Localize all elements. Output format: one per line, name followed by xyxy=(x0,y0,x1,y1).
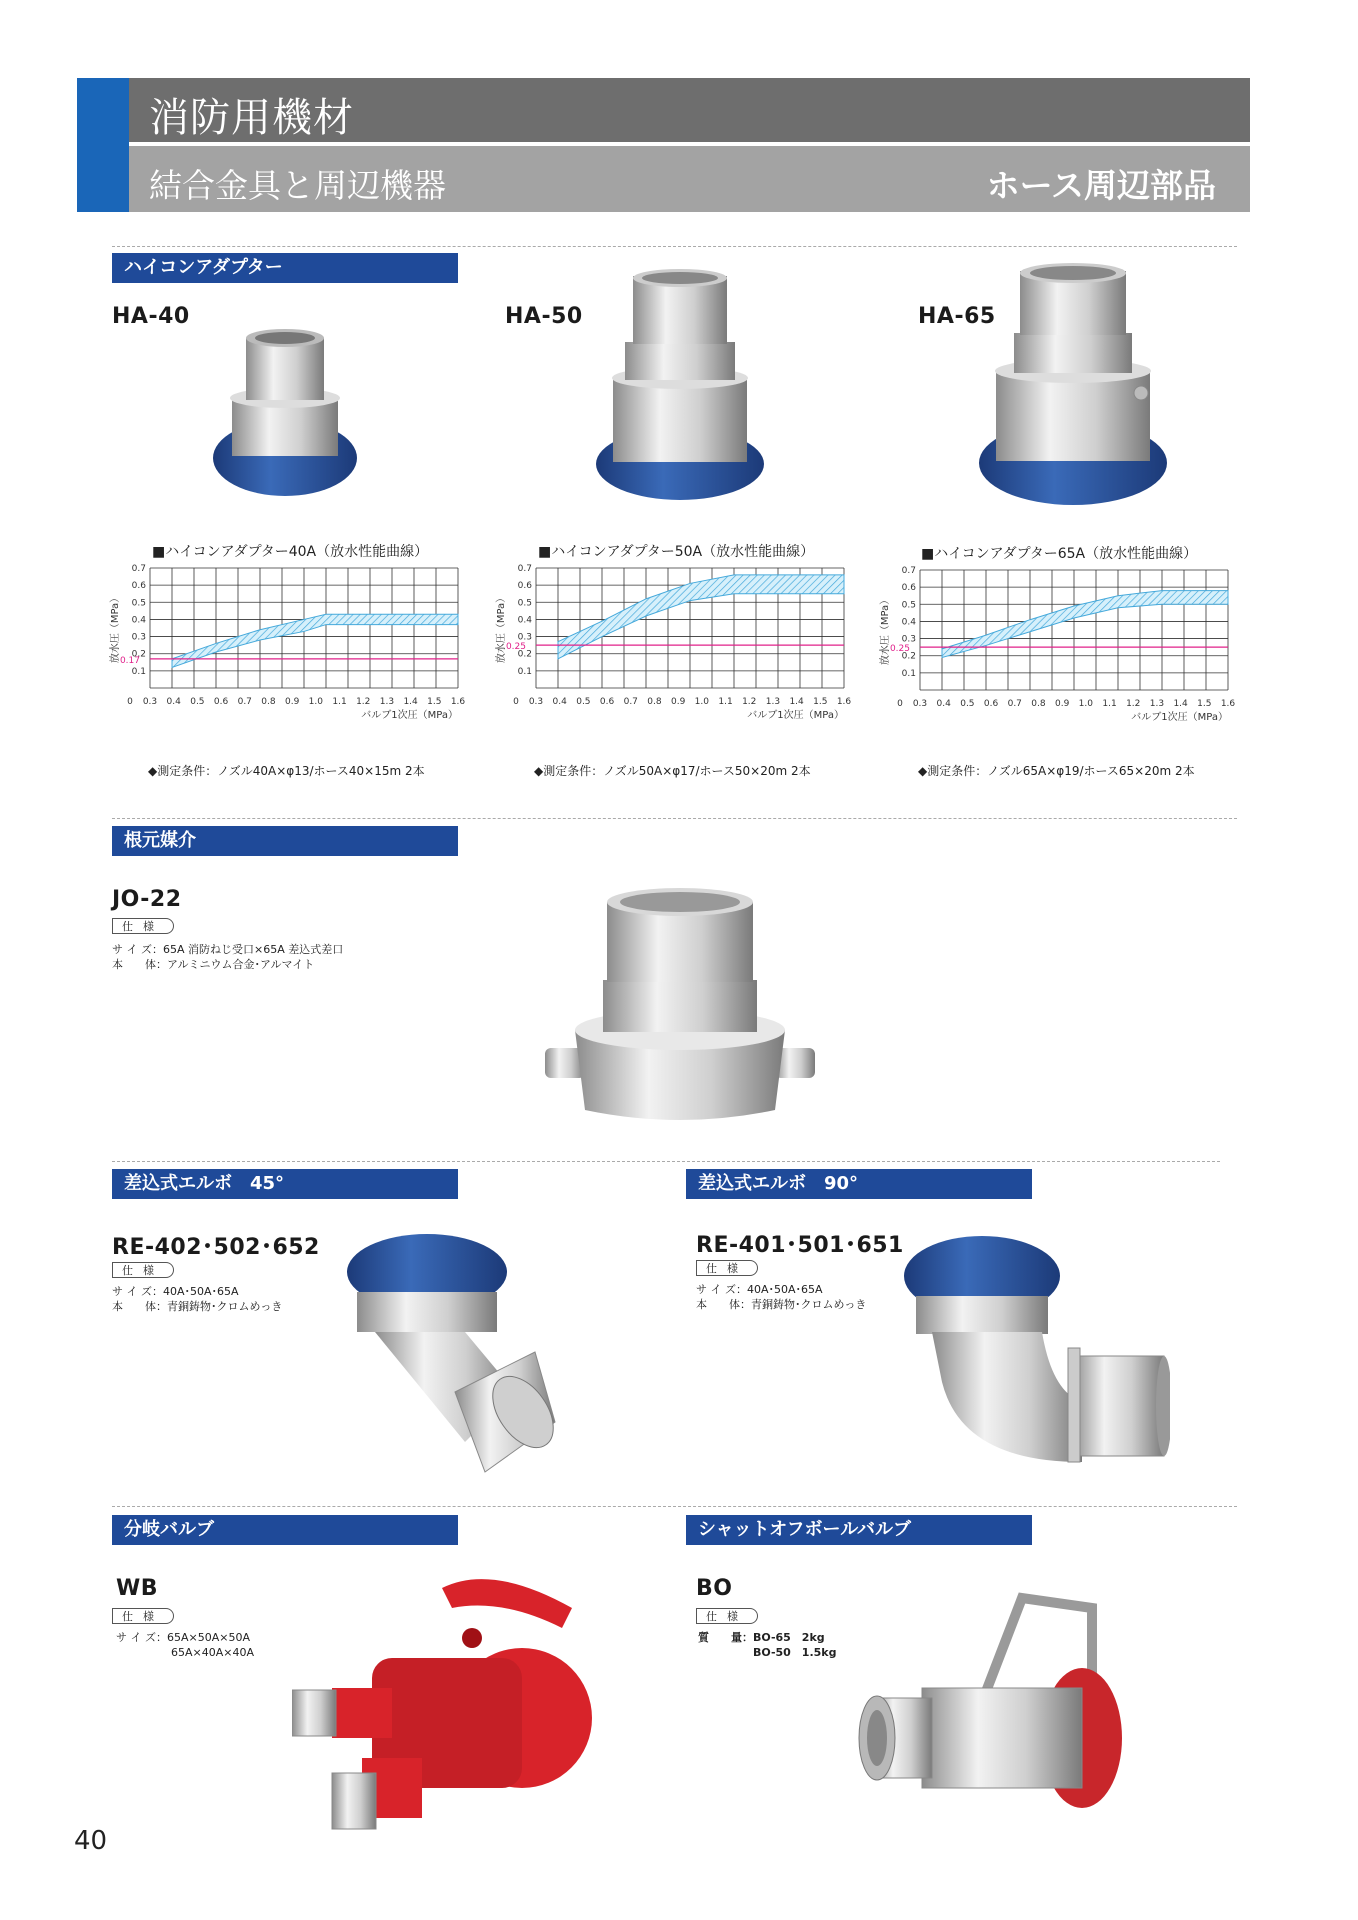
x-tick-label: 1.0 xyxy=(308,697,324,707)
reference-label: 0.25 xyxy=(889,644,910,655)
x-tick-label: 0.8 xyxy=(261,697,276,707)
x-tick-label: 1.0 xyxy=(1078,699,1094,709)
x-tick-label: 1.2 xyxy=(1126,699,1141,709)
x-tick-label: 0.5 xyxy=(960,699,975,709)
x-tick-label: 0 xyxy=(897,699,903,709)
y-axis-label: 放水圧（MPa） xyxy=(496,592,507,664)
x-tick-label: 0.7 xyxy=(237,697,252,707)
x-tick-label: 0.7 xyxy=(1007,699,1022,709)
spec-text-jo22: サ イ ズ：65A 消防ねじ受口×65A 差込式差口 本 体：アルミニウム合金･アルマイト xyxy=(112,943,344,971)
x-tick-label: 0.3 xyxy=(912,699,928,709)
bo-product-image xyxy=(852,1588,1122,1813)
spec-text-wb: サ イ ズ：65A×50A×50A 65A×40A×40A xyxy=(116,1631,254,1659)
y-tick-label: 0.1 xyxy=(901,668,916,679)
chart-50a xyxy=(494,562,866,762)
model-re402: RE-402･502･652 xyxy=(112,1235,320,1260)
x-tick-label: 1.2 xyxy=(742,697,757,707)
x-tick-label: 1.3 xyxy=(765,697,781,707)
x-tick-label: 1.6 xyxy=(1220,699,1236,709)
y-axis-label: 放水圧（MPa） xyxy=(110,592,121,664)
y-tick-label: 0.6 xyxy=(901,583,916,594)
ha50-product-image xyxy=(595,268,765,504)
ha40-product-image xyxy=(210,318,360,504)
x-tick-label: 0.5 xyxy=(576,697,591,707)
model-ha40: HA-40 xyxy=(112,304,190,329)
re402-product-image xyxy=(345,1232,560,1482)
spec-text-bo: 質 量：BO-65 2kg BO-50 1.5kg xyxy=(698,1631,837,1659)
header-accent-bar xyxy=(77,78,129,212)
section-title-ball: シャットオフボールバルブ xyxy=(686,1515,1032,1545)
y-tick-label: 0.2 xyxy=(517,649,532,660)
chart-title-65a: ■ハイコンアダプター65A（放水性能曲線） xyxy=(921,546,1198,562)
y-tick-label: 0.6 xyxy=(131,581,146,592)
x-tick-label: 1.4 xyxy=(789,697,804,707)
divider xyxy=(112,246,1237,247)
model-wb: WB xyxy=(116,1576,159,1601)
x-axis-label: バルブ1次圧（MPa） xyxy=(361,710,458,721)
x-tick-label: 0.8 xyxy=(647,697,662,707)
model-re401: RE-401･501･651 xyxy=(696,1233,904,1258)
x-axis-label: バルブ1次圧（MPa） xyxy=(747,710,844,721)
x-tick-label: 0.9 xyxy=(670,697,686,707)
ha65-product-image xyxy=(978,263,1168,507)
x-tick-label: 0.6 xyxy=(599,697,615,707)
y-tick-label: 0.2 xyxy=(901,651,916,662)
x-tick-label: 1.3 xyxy=(1149,699,1165,709)
x-tick-label: 1.3 xyxy=(379,697,395,707)
chart-40a xyxy=(108,562,480,762)
x-tick-label: 0.6 xyxy=(213,697,229,707)
x-tick-label: 0.3 xyxy=(142,697,158,707)
y-tick-label: 0.2 xyxy=(131,649,146,660)
y-tick-label: 0.3 xyxy=(517,632,532,643)
x-tick-label: 0.9 xyxy=(284,697,300,707)
spec-tag: 仕様 xyxy=(112,1608,174,1624)
x-tick-label: 1.2 xyxy=(356,697,371,707)
x-tick-label: 1.4 xyxy=(403,697,418,707)
spec-tag: 仕様 xyxy=(696,1260,758,1276)
section-title-hicon: ハイコンアダプター xyxy=(112,253,458,283)
spec-tag: 仕様 xyxy=(696,1608,758,1624)
y-tick-label: 0.7 xyxy=(131,564,146,574)
y-axis-label: 放水圧（MPa） xyxy=(880,594,891,666)
section-title-branch: 分岐バルブ xyxy=(112,1515,458,1545)
performance-band xyxy=(172,614,458,667)
y-tick-label: 0.7 xyxy=(901,566,916,576)
reference-label: 0.17 xyxy=(119,655,140,666)
y-tick-label: 0.1 xyxy=(517,666,532,677)
x-tick-label: 1.6 xyxy=(450,697,466,707)
y-tick-label: 0.7 xyxy=(517,564,532,574)
x-tick-label: 1.5 xyxy=(813,697,828,707)
y-tick-label: 0.3 xyxy=(131,632,146,643)
model-jo22: JO-22 xyxy=(112,887,182,912)
chart-title-50a: ■ハイコンアダプター50A（放水性能曲線） xyxy=(538,544,815,560)
chart-condition-65a: ◆測定条件：ノズル65A×φ19/ホース65×20m 2本 xyxy=(918,764,1195,778)
performance-band xyxy=(558,575,844,659)
x-tick-label: 1.5 xyxy=(427,697,442,707)
x-tick-label: 0 xyxy=(127,697,133,707)
x-tick-label: 1.1 xyxy=(718,697,733,707)
header-section: ホース周辺部品 xyxy=(986,166,1216,205)
y-tick-label: 0.4 xyxy=(517,615,532,626)
x-tick-label: 0 xyxy=(513,697,519,707)
chart-condition-50a: ◆測定条件：ノズル50A×φ17/ホース50×20m 2本 xyxy=(534,764,811,778)
header-category-bar xyxy=(129,78,1250,142)
x-tick-label: 1.1 xyxy=(1102,699,1117,709)
x-tick-label: 0.3 xyxy=(528,697,544,707)
y-tick-label: 0.4 xyxy=(131,615,146,626)
section-title-elbow45: 差込式エルボ 45° xyxy=(112,1169,458,1199)
divider xyxy=(112,1506,1237,1507)
spec-text-re401: サ イ ズ：40A･50A･65A 本 体：青銅鋳物･クロムめっき xyxy=(696,1283,867,1311)
x-tick-label: 0.9 xyxy=(1054,699,1070,709)
spec-tag: 仕様 xyxy=(112,1262,174,1278)
spec-text-re402: サ イ ズ：40A･50A･65A 本 体：青銅鋳物･クロムめっき xyxy=(112,1285,283,1313)
chart-65a xyxy=(878,564,1250,764)
spec-tag: 仕様 xyxy=(112,918,174,934)
header-category: 消防用機材 xyxy=(149,95,354,141)
x-tick-label: 0.7 xyxy=(623,697,638,707)
y-tick-label: 0.1 xyxy=(131,666,146,677)
chart-title-40a: ■ハイコンアダプター40A（放水性能曲線） xyxy=(152,544,429,560)
y-tick-label: 0.3 xyxy=(901,634,916,645)
divider xyxy=(112,1161,1220,1162)
x-tick-label: 0.8 xyxy=(1031,699,1046,709)
page-number: 40 xyxy=(74,1826,108,1856)
x-tick-label: 1.6 xyxy=(836,697,852,707)
re401-product-image xyxy=(902,1232,1170,1472)
x-tick-label: 0.5 xyxy=(190,697,205,707)
model-ha50: HA-50 xyxy=(505,304,583,329)
y-tick-label: 0.5 xyxy=(517,598,532,609)
model-bo: BO xyxy=(696,1576,733,1601)
header-subtitle-bar xyxy=(129,146,1250,212)
model-ha65: HA-65 xyxy=(918,304,996,329)
section-title-nemoto: 根元媒介 xyxy=(112,826,458,856)
x-axis-label: バルブ1次圧（MPa） xyxy=(1131,712,1228,723)
x-tick-label: 0.4 xyxy=(552,697,567,707)
y-tick-label: 0.5 xyxy=(131,598,146,609)
x-tick-label: 1.0 xyxy=(694,697,710,707)
y-tick-label: 0.5 xyxy=(901,600,916,611)
x-tick-label: 1.4 xyxy=(1173,699,1188,709)
y-tick-label: 0.6 xyxy=(517,581,532,592)
y-tick-label: 0.4 xyxy=(901,617,916,628)
reference-label: 0.25 xyxy=(505,642,526,653)
header-subtitle: 結合金具と周辺機器 xyxy=(149,166,446,205)
x-tick-label: 0.4 xyxy=(936,699,951,709)
divider xyxy=(112,818,1237,819)
x-tick-label: 1.5 xyxy=(1197,699,1212,709)
x-tick-label: 1.1 xyxy=(332,697,347,707)
section-title-elbow90: 差込式エルボ 90° xyxy=(686,1169,1032,1199)
jo22-product-image xyxy=(545,880,815,1124)
x-tick-label: 0.4 xyxy=(166,697,181,707)
chart-condition-40a: ◆測定条件：ノズル40A×φ13/ホース40×15m 2本 xyxy=(148,764,425,778)
x-tick-label: 0.6 xyxy=(983,699,999,709)
wb-product-image xyxy=(292,1568,614,1853)
